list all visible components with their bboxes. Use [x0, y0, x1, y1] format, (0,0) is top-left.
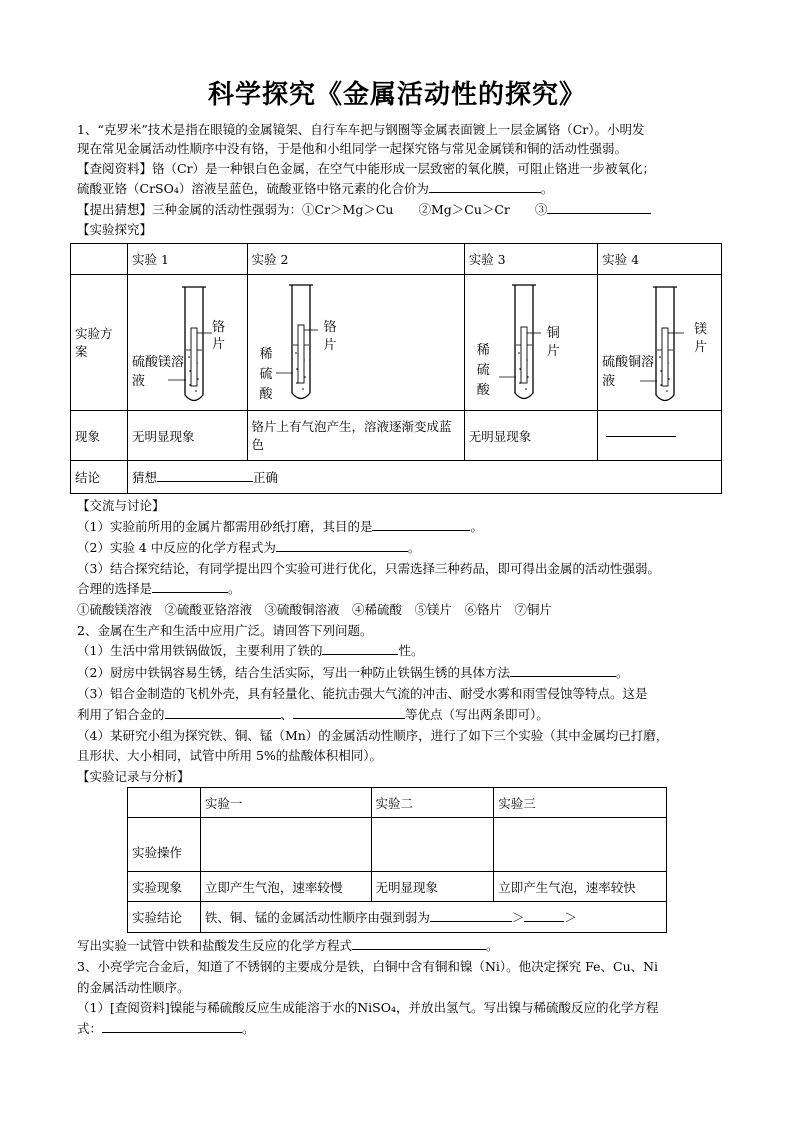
q2-s4-line1: （4）某研究小组为探究铁、铜、锰（Mn）的金属活动性顺序，进行了如下三个实验（其中金属均已打磨，	[77, 728, 669, 743]
concl2-cell	[200, 902, 666, 933]
q1-d1-line	[77, 518, 727, 536]
q1-intro-line1: 1、“克罗米”技术是指在眼镜的金属镜架、自行车车把与钢圈等金属表面镀上一层金属铬（Cr）。小明发	[77, 122, 645, 137]
s3-text-b: 、	[280, 707, 294, 722]
concl-pre: 猜想	[132, 470, 158, 485]
phen-exp2: 铬片上有气泡产生，溶液逐渐变成蓝色	[247, 411, 464, 461]
conclusion-cell	[128, 461, 722, 494]
q1-discuss-head: 【交流与讨论】	[77, 498, 165, 513]
q1-d3-line1: （3）结合探究结论，有同学提出四个实验可进行优化，只需选择三种药品，即可得出金属的活动性强弱。	[77, 561, 660, 576]
phen2-exp-a: 立即产生气泡，速率较慢	[200, 872, 371, 902]
q1-d2-line	[77, 539, 727, 557]
d3-text: 合理的选择是	[77, 581, 153, 596]
exp1-diagram	[128, 275, 248, 411]
test-tube-diagram-2	[248, 275, 464, 409]
header-exp-c: 实验三	[494, 788, 667, 818]
s2-blank[interactable]	[510, 664, 616, 677]
plan-label: 实验方案	[75, 325, 113, 359]
exp2-right-label: 铬片	[323, 320, 337, 353]
page-title: 科学探究《金属活动性的探究》	[207, 80, 586, 110]
q1-ref-text: 硫酸亚铬（CrSO₄）溶液呈蓝色，硫酸亚铬中铬元素的化合价为	[77, 181, 429, 196]
s1-text: （1）生活中常用铁锅做饭，主要利用了铁的	[77, 643, 323, 658]
exp3-right-label: 铜片	[546, 326, 560, 359]
row-label-plan	[71, 275, 128, 411]
exp3-diagram	[464, 275, 597, 411]
q2-s3-line1: （3）铝合金制造的飞机外壳，具有轻量化、能抗击强大气流的冲击、耐受水雾和雨雪侵蚀等特点。这是	[77, 686, 648, 701]
exp3-left-label: 稀硫酸	[476, 343, 490, 398]
q2-s1-line	[77, 642, 727, 660]
op-exp-c	[494, 818, 667, 872]
d2-blank[interactable]	[276, 539, 408, 552]
q3-s1-line2	[77, 1020, 727, 1038]
phen-exp1: 无明显现象	[128, 411, 248, 461]
q2-intro: 2、金属在生产和生活中应用广泛。请回答下列问题。	[77, 623, 373, 638]
q2-s4-line2: 且形状、大小相同，试管中所用 5%的盐酸体积相同）。	[77, 748, 383, 763]
s1-blank[interactable]	[322, 642, 398, 655]
punct: 。	[486, 938, 499, 953]
guess3-blank[interactable]	[547, 201, 651, 214]
eq-text: 写出实验一试管中铁和盐酸发生反应的化学方程式	[77, 938, 353, 953]
phen2-exp-b: 无明显现象	[371, 872, 494, 902]
op-exp-b	[371, 818, 494, 872]
d3-blank[interactable]	[152, 580, 228, 593]
punct: 。	[540, 181, 554, 196]
row-label-conclusion: 结论	[71, 461, 128, 494]
q1-ref-line1: 【查阅资料】铬（Cr）是一种银白色金属，在空气中能形成一层致密的氧化膜，可阻止铬进一步被氧化；	[77, 161, 656, 176]
order-blank-2[interactable]	[524, 909, 564, 922]
header-exp1: 实验 1	[128, 244, 248, 275]
q3-intro-line1: 3、小亮学完合金后，知道了不锈钢的主要成分是铁，白铜中含有铜和镍（Ni）。他决定探究 Fe、Cu、Ni	[77, 959, 659, 974]
order-blank-1[interactable]	[430, 909, 512, 922]
q2-experiment-table	[127, 787, 667, 933]
phen4-blank[interactable]	[606, 424, 676, 437]
q3-eq-blank[interactable]	[102, 1020, 242, 1033]
gt-sign-2: ＞	[564, 910, 577, 925]
exp4-diagram	[598, 275, 722, 411]
row-label-operation: 实验操作	[128, 818, 201, 872]
d1-text: （1）实验前所用的金属片都需用砂纸打磨，其目的是	[77, 519, 373, 534]
s3-blank-2[interactable]	[293, 706, 405, 719]
q1-guess-line	[77, 201, 727, 219]
s2-text: （2）厨房中铁锅容易生锈，结合生活实际，写出一种防止铁锅生锈的具体方法	[77, 665, 510, 680]
s3-blank-1[interactable]	[165, 706, 281, 719]
q2-record-head: 【实验记录与分析】	[77, 769, 190, 784]
op-exp-a	[200, 818, 371, 872]
q1-guess-text: 【提出猜想】三种金属的活动性强弱为：①Cr＞Mg＞Cu ②Mg＞Cu＞Cr ③	[77, 202, 548, 217]
punct: 。	[242, 1021, 255, 1036]
punct: 。	[407, 540, 421, 555]
q1-d3-line2	[77, 580, 727, 598]
exp1-left-label: 硫酸镁溶液	[132, 355, 185, 389]
row-label-phen2: 实验现象	[128, 872, 201, 902]
phen-exp4	[598, 411, 722, 461]
punct: 。	[228, 581, 241, 596]
q3-s1-text: 式：	[77, 1021, 103, 1036]
q1-explore-head: 【实验探究】	[77, 222, 153, 237]
valence-blank[interactable]	[429, 180, 541, 193]
gt-sign-1: ＞	[511, 910, 525, 925]
phen2-exp-c: 立即产生气泡，速率较快	[494, 872, 667, 902]
q1-experiment-table	[70, 243, 722, 494]
table2-corner	[128, 788, 201, 818]
concl-post: 正确	[253, 470, 279, 485]
s3-text-a: 利用了铝合金的	[77, 707, 165, 722]
exp4-left-label: 硫酸铜溶液	[602, 355, 655, 389]
header-exp2: 实验 2	[247, 244, 464, 275]
exp2-left-label: 稀硫酸	[259, 347, 273, 402]
q1-intro-line2: 现在常见金属活动性顺序中没有铬，于是他和小组同学一起探究铬与常见金属镁和铜的活动性强弱。	[77, 141, 628, 156]
concl2-text: 铁、铜、锰的金属活动性顺序由强到弱为	[204, 910, 430, 925]
d1-blank[interactable]	[372, 518, 470, 531]
eq-blank[interactable]	[352, 937, 486, 950]
punct: 。	[615, 665, 629, 680]
q1-options-line: ①硫酸镁溶液 ②硫酸亚铬溶液 ③硫酸铜溶液 ④稀硫酸 ⑤镁片 ⑥铬片 ⑦铜片	[77, 602, 553, 617]
punct: 。	[470, 519, 483, 534]
table-corner	[71, 244, 128, 275]
row-label-concl2: 实验结论	[128, 902, 201, 933]
q2-s3-line2	[77, 706, 727, 724]
d2-text: （2）实验 4 中反应的化学方程式为	[77, 540, 276, 555]
s3-text-c: 等优点（写出两条即可）。	[405, 707, 549, 722]
q3-s1-line1: （1）[查阅资料]镍能与稀硫酸反应生成能溶于水的NiSO₄，并放出氢气。写出镍与稀硫酸反应的化学方程	[77, 1000, 659, 1015]
phen-exp3: 无明显现象	[464, 411, 597, 461]
conclusion-blank[interactable]	[157, 469, 253, 482]
s1-end: 性。	[398, 643, 424, 658]
q2-s2-line	[77, 664, 727, 682]
header-exp-b: 实验二	[371, 788, 494, 818]
q1-ref-line2	[77, 180, 727, 198]
q3-intro-line2: 的金属活动性顺序。	[77, 980, 190, 995]
exp4-right-label: 镁片	[694, 322, 708, 355]
header-exp3: 实验 3	[464, 244, 597, 275]
row-label-phenomenon: 现象	[71, 411, 128, 461]
exp2-diagram	[247, 275, 464, 411]
header-exp-a: 实验一	[200, 788, 371, 818]
q2-eq-line	[77, 937, 727, 955]
exp1-right-label: 铬片	[212, 320, 226, 352]
header-exp4: 实验 4	[598, 244, 722, 275]
